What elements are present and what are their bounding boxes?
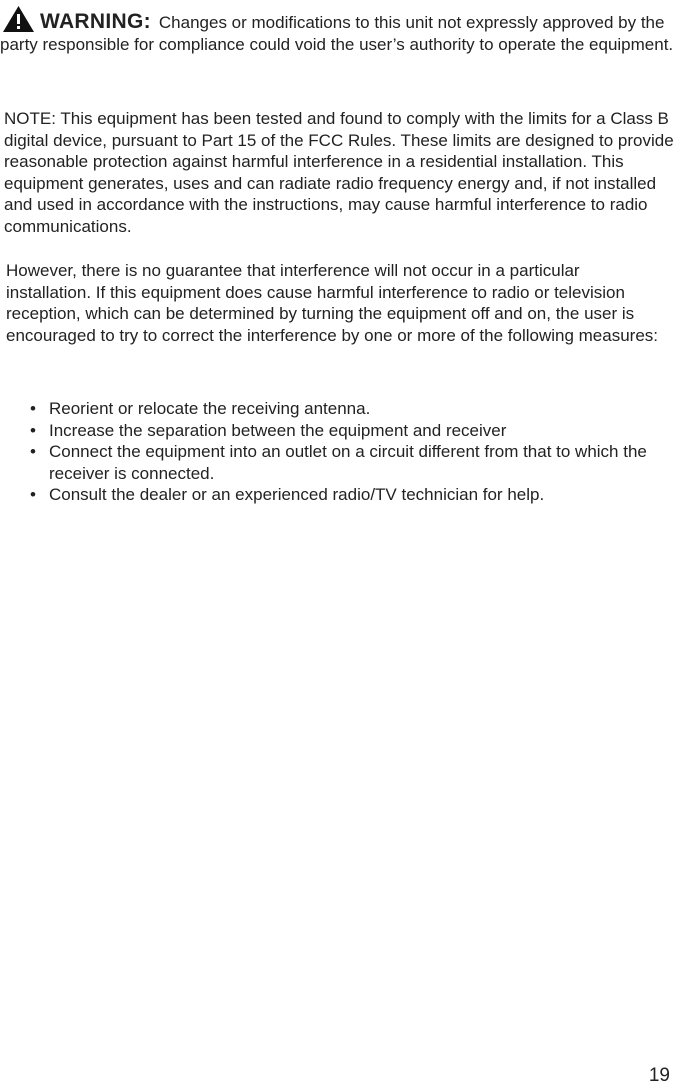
list-item bbox=[30, 398, 650, 420]
bullet-icon: • bbox=[30, 442, 36, 461]
list-item-text: Connect the equipment into an outlet on a circuit different from that to which the receiver is connected. bbox=[49, 442, 647, 483]
warning-paragraph bbox=[0, 6, 684, 55]
warning-triangle-icon bbox=[3, 6, 34, 32]
page-number: 19 bbox=[648, 1065, 670, 1086]
measures-list bbox=[30, 398, 650, 506]
bullet-icon: • bbox=[30, 399, 36, 418]
list-item-text: Reorient or relocate the receiving antenna. bbox=[49, 399, 371, 418]
list-item-text: Increase the separation between the equipment and receiver bbox=[49, 420, 507, 440]
interference-paragraph: However, there is no guarantee that interference will not occur in a particular installation. If this equipment does cause harmful interference to radio or television reception, which can be determined by turning the equipment off and on, the user is encouraged to try to correct the interference by one or more of the following measures: bbox=[6, 261, 659, 345]
list-item bbox=[30, 441, 650, 484]
list-item bbox=[30, 420, 650, 442]
warning-text: Changes or modifications to this unit not expressly approved by the party responsible for compliance could void the user’s authority to operate the equipment. bbox=[0, 13, 674, 54]
warning-label: WARNING: bbox=[40, 10, 151, 33]
bullet-icon: • bbox=[30, 420, 36, 440]
fcc-note-paragraph: NOTE: This equipment has been tested and found to comply with the limits for a Class B digital device, pursuant to Part 15 of the FCC Rules. These limits are designed to provide reasonable protection against harmful interference in a residential installation. This equipment generates, uses and can radiate radio frequency energy and, if not installed and used in accordance with the instructions, may cause harmful interference to radio communications. bbox=[4, 109, 674, 236]
list-item-text: Consult the dealer or an experienced radio/TV technician for help. bbox=[49, 485, 545, 504]
list-item bbox=[30, 484, 650, 506]
bullet-icon: • bbox=[30, 485, 36, 504]
